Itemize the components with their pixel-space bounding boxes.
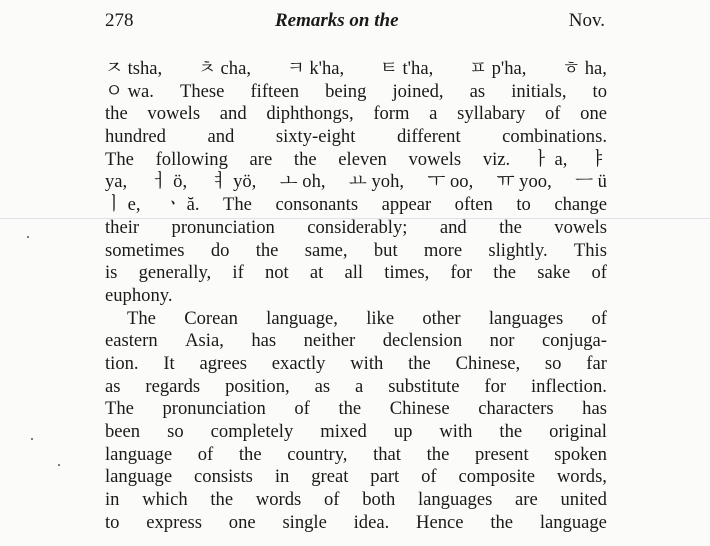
word: to bbox=[592, 80, 607, 102]
text-line bbox=[105, 285, 607, 308]
word: and bbox=[207, 126, 235, 148]
word: often bbox=[454, 194, 493, 216]
word: present bbox=[474, 443, 529, 465]
word: the bbox=[490, 511, 514, 533]
word: the bbox=[499, 216, 522, 238]
word: joined, bbox=[392, 80, 444, 102]
word: ㅇ wa. bbox=[105, 80, 154, 102]
speck bbox=[31, 438, 33, 440]
word: the bbox=[210, 489, 234, 511]
word: mixed bbox=[320, 421, 367, 442]
word: as bbox=[105, 375, 121, 397]
word: consonants bbox=[275, 194, 359, 216]
word: initials, bbox=[511, 80, 567, 102]
word: for bbox=[484, 375, 507, 397]
text-line bbox=[105, 421, 607, 444]
word: express bbox=[146, 511, 203, 533]
word: in bbox=[105, 489, 120, 511]
word: one bbox=[580, 103, 607, 125]
word: eleven bbox=[338, 148, 387, 170]
word: ㅋ k'ha, bbox=[286, 58, 345, 79]
word: ㅍ p'ha, bbox=[468, 58, 527, 79]
word: up bbox=[393, 421, 413, 442]
word: far bbox=[586, 352, 607, 374]
word: the bbox=[408, 352, 431, 374]
word: the bbox=[493, 262, 517, 284]
word: like bbox=[366, 307, 395, 329]
word: ㅛ yoh, bbox=[348, 171, 405, 193]
word: words, bbox=[556, 466, 607, 488]
text-line bbox=[105, 308, 607, 331]
speck bbox=[58, 464, 60, 466]
text-line bbox=[105, 58, 607, 81]
text-line bbox=[105, 171, 607, 194]
word: appear bbox=[381, 194, 432, 216]
word: slightly. bbox=[488, 239, 548, 261]
word: united bbox=[560, 489, 607, 511]
word: regards bbox=[145, 375, 201, 397]
word: eastern bbox=[105, 330, 158, 352]
speck bbox=[27, 236, 29, 238]
word: It bbox=[163, 352, 175, 374]
word: tion. bbox=[105, 352, 139, 374]
word: ㅑ bbox=[589, 148, 607, 170]
word: languages bbox=[488, 307, 564, 329]
word: part bbox=[370, 466, 400, 488]
word: a bbox=[355, 375, 364, 397]
word: generally, bbox=[138, 262, 212, 284]
word: ㅗ oh, bbox=[279, 171, 326, 193]
word: which bbox=[142, 489, 188, 511]
word: inflection. bbox=[531, 375, 607, 397]
text-line bbox=[105, 217, 607, 240]
word: ya, bbox=[105, 171, 128, 193]
word: country, bbox=[287, 443, 348, 465]
word: pronunciation bbox=[171, 216, 275, 238]
word: more bbox=[423, 239, 463, 261]
word: has bbox=[582, 398, 607, 420]
word: Asia, bbox=[185, 330, 224, 352]
page-number: 278 bbox=[105, 10, 134, 31]
word: ㅓ ö, bbox=[150, 171, 188, 193]
word: characters bbox=[478, 398, 554, 420]
word: considerably; bbox=[307, 216, 408, 238]
word: the bbox=[105, 103, 128, 125]
word: and bbox=[439, 216, 467, 238]
word: at bbox=[309, 262, 324, 284]
text-line bbox=[105, 149, 607, 172]
word: both bbox=[362, 489, 396, 511]
word: not bbox=[264, 262, 289, 284]
word: ㅎ ha, bbox=[562, 58, 607, 79]
word: ㅠ yoo, bbox=[496, 171, 552, 193]
word: is bbox=[105, 262, 118, 284]
word: Corean bbox=[184, 307, 238, 329]
word: and bbox=[219, 103, 247, 125]
word: ㅡ ü bbox=[575, 171, 607, 193]
word: The bbox=[127, 307, 156, 329]
text-line bbox=[105, 353, 607, 376]
word: diphthongs, bbox=[266, 103, 354, 125]
word: ㅊ cha, bbox=[197, 58, 251, 79]
text-line bbox=[105, 103, 607, 126]
word: original bbox=[549, 421, 607, 442]
word: a bbox=[429, 103, 438, 125]
word: idea. bbox=[353, 511, 390, 533]
word: so bbox=[544, 352, 562, 374]
running-title: Remarks on the bbox=[275, 10, 399, 31]
word: Hence bbox=[416, 511, 464, 533]
word: sake bbox=[537, 262, 571, 284]
word: of bbox=[544, 103, 561, 125]
word: other bbox=[422, 307, 461, 329]
word: The bbox=[105, 148, 134, 170]
word: of bbox=[323, 489, 340, 511]
page-header bbox=[105, 10, 605, 38]
word: times, bbox=[384, 262, 430, 284]
word: language bbox=[539, 511, 607, 533]
word: of bbox=[591, 262, 607, 284]
word: viz. bbox=[482, 148, 511, 170]
word: the bbox=[426, 443, 450, 465]
word: the bbox=[293, 148, 317, 170]
word: to bbox=[516, 194, 531, 216]
word: The bbox=[105, 398, 134, 420]
word: ㆍ ă. bbox=[164, 194, 200, 216]
word: all bbox=[344, 262, 364, 284]
word: change bbox=[554, 194, 607, 216]
word: fifteen bbox=[250, 80, 300, 102]
word: hundred bbox=[105, 126, 166, 148]
word: Chinese bbox=[389, 398, 450, 420]
word: pronunciation bbox=[162, 398, 266, 420]
word: for bbox=[450, 262, 473, 284]
word: consists bbox=[194, 466, 253, 488]
word: syllabary bbox=[457, 103, 526, 125]
word: completely bbox=[210, 421, 294, 442]
text-line bbox=[105, 81, 607, 104]
word: These bbox=[180, 80, 225, 102]
word: euphony. bbox=[105, 284, 173, 306]
text-line bbox=[105, 376, 607, 399]
word: language bbox=[105, 466, 173, 488]
text-line bbox=[105, 126, 607, 149]
word: position, bbox=[225, 375, 290, 397]
word: great bbox=[311, 466, 349, 488]
word: single bbox=[282, 511, 327, 533]
word: The bbox=[223, 194, 252, 216]
word: form bbox=[373, 103, 410, 125]
text-line bbox=[105, 194, 607, 217]
word: the bbox=[338, 398, 362, 420]
word: spoken bbox=[554, 443, 607, 465]
word: language bbox=[105, 443, 173, 465]
word: the bbox=[238, 443, 262, 465]
word: ㅈ tsha, bbox=[105, 58, 163, 79]
text-line bbox=[105, 398, 607, 421]
word: following bbox=[155, 148, 228, 170]
word: ㅕ yö, bbox=[210, 171, 257, 193]
word: combinations. bbox=[502, 126, 607, 148]
word: as bbox=[314, 375, 331, 397]
word: that bbox=[373, 443, 401, 465]
word: words bbox=[255, 489, 302, 511]
word: composite bbox=[458, 466, 535, 488]
word: same, bbox=[304, 239, 348, 261]
word: so bbox=[167, 421, 184, 442]
text-line bbox=[105, 444, 607, 467]
text-line bbox=[105, 466, 607, 489]
body-text bbox=[105, 58, 607, 534]
word: one bbox=[228, 511, 256, 533]
word: vowels bbox=[147, 103, 201, 125]
text-line bbox=[105, 489, 607, 512]
word: ㅣ e, bbox=[105, 194, 141, 216]
word: the bbox=[255, 239, 279, 261]
word: declension bbox=[382, 330, 463, 352]
word: of bbox=[197, 443, 214, 465]
word: vowels bbox=[408, 148, 462, 170]
word: ㅌ t'ha, bbox=[379, 58, 434, 79]
word: sixty-eight bbox=[275, 126, 356, 148]
word: but bbox=[373, 239, 398, 261]
word: nor bbox=[489, 330, 515, 352]
word: ㅏ a, bbox=[531, 148, 568, 170]
word: exactly bbox=[271, 352, 326, 374]
word: language, bbox=[266, 307, 338, 329]
text-line bbox=[105, 512, 607, 535]
word: ㅜ oo, bbox=[427, 171, 474, 193]
word: of bbox=[591, 307, 607, 329]
word: to bbox=[105, 511, 120, 533]
word: neither bbox=[303, 330, 356, 352]
header-month: Nov. bbox=[568, 10, 605, 31]
word: different bbox=[396, 126, 461, 148]
word: if bbox=[232, 262, 244, 284]
word: agrees bbox=[199, 352, 247, 374]
word: substitute bbox=[388, 375, 460, 397]
word: are bbox=[515, 489, 538, 511]
word: sometimes bbox=[105, 239, 185, 261]
word: being bbox=[325, 80, 367, 102]
word: as bbox=[469, 80, 486, 102]
word: languages bbox=[417, 489, 493, 511]
word: of bbox=[421, 466, 437, 488]
word: with bbox=[439, 421, 473, 442]
word: of bbox=[294, 398, 310, 420]
word: do bbox=[210, 239, 230, 261]
word: has bbox=[251, 330, 277, 352]
word: vowels bbox=[554, 216, 607, 238]
word: their bbox=[105, 216, 140, 238]
word: the bbox=[499, 421, 523, 442]
word: Chinese, bbox=[455, 352, 521, 374]
text-line bbox=[105, 262, 607, 285]
word: conjuga- bbox=[541, 330, 607, 352]
word: in bbox=[274, 466, 290, 488]
word: been bbox=[105, 421, 141, 442]
word: are bbox=[249, 148, 273, 170]
text-line bbox=[105, 330, 607, 353]
text-line bbox=[105, 240, 607, 263]
word: This bbox=[573, 239, 607, 261]
word: with bbox=[350, 352, 384, 374]
